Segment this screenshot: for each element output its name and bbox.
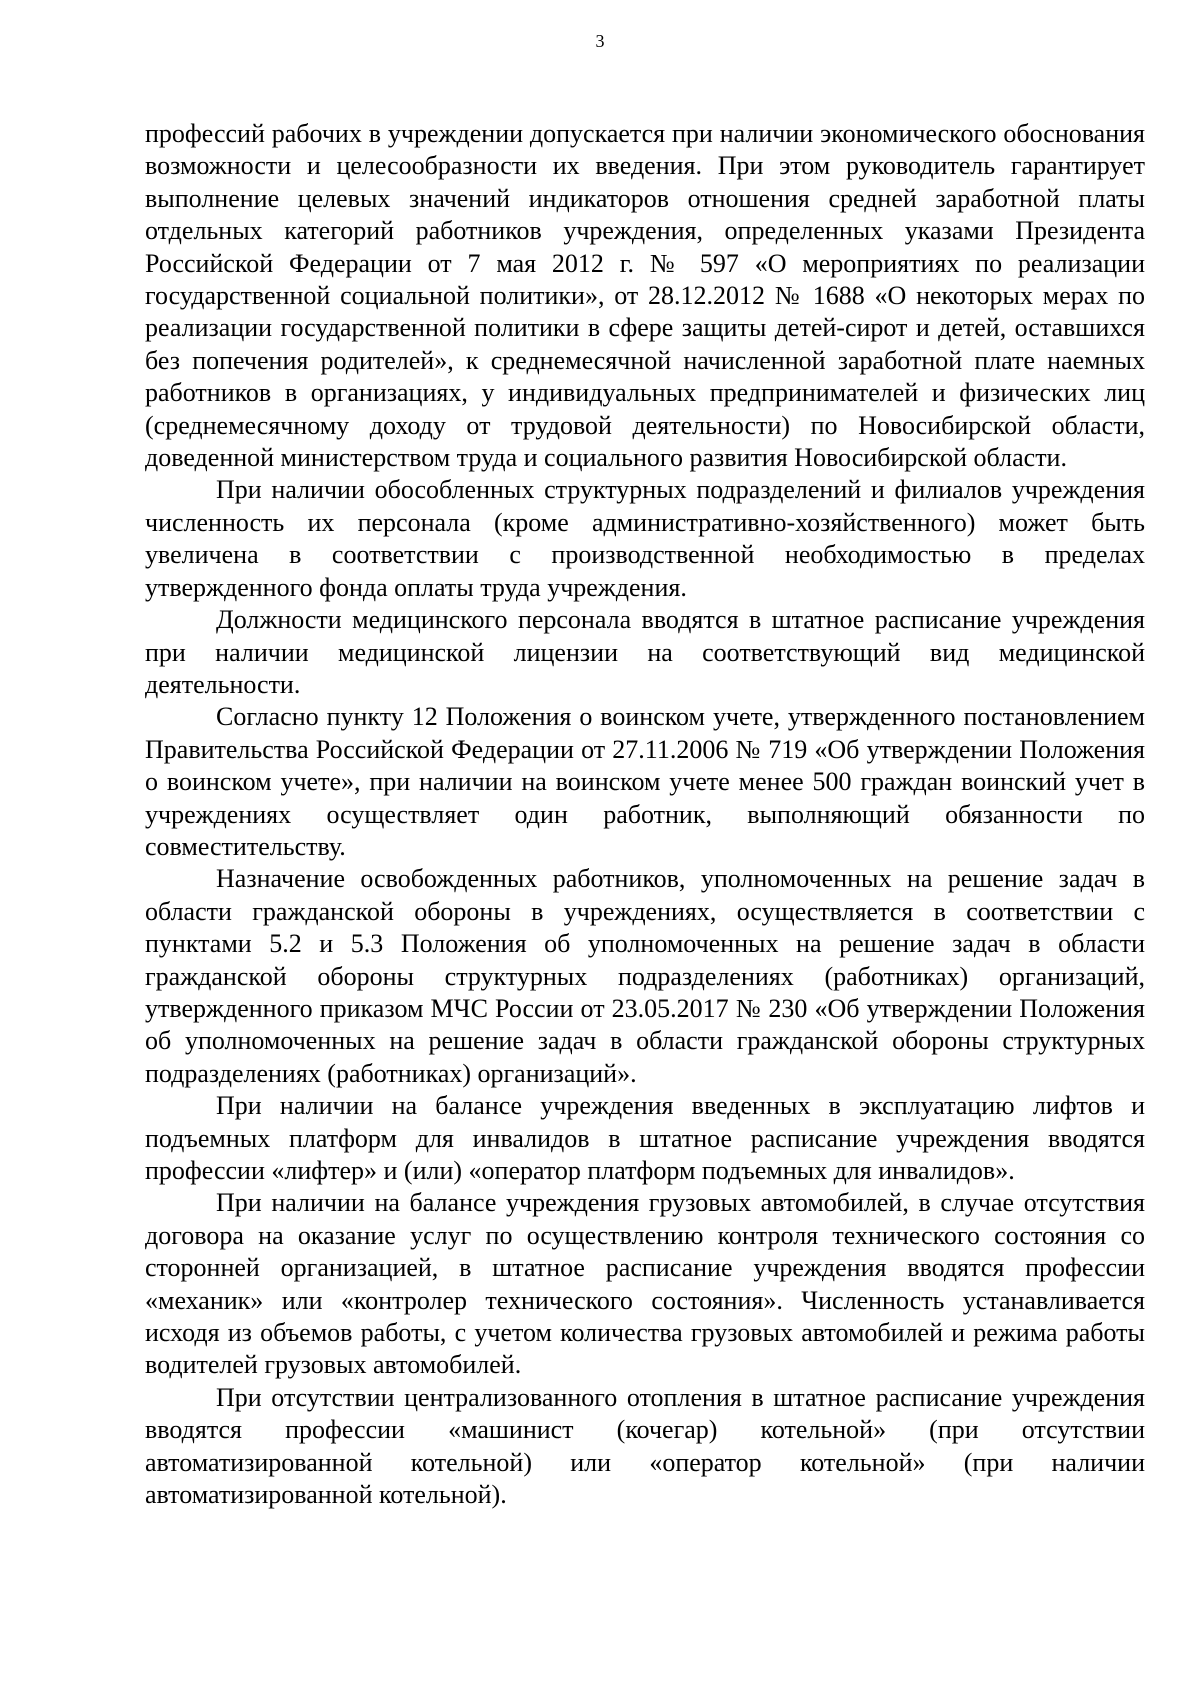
paragraph-trucks: При наличии на балансе учреждения грузовых автомобилей, в случае отсутствия договора на оказание услуг по осуществлению контроля технического состояния со сторонней организацией, в штатное расписание учреждения вводятся профессии «механик» или «контролер технического состояния». Численность устанавливается исходя из объемов работы, с учетом количества грузовых автомобилей и режима работы водителей грузовых автомобилей. bbox=[145, 1188, 1145, 1380]
paragraph-branches: При наличии обособленных структурных подразделений и филиалов учреждения численность их персонала (кроме административно-хозяйственного) может быть увеличена в соответствии с производственной необходимостью в пределах утвержденного фонда оплаты труда учреждения. bbox=[145, 475, 1145, 602]
paragraph-heating: При отсутствии централизованного отопления в штатное расписание учреждения вводятся профессии «машинист (кочегар) котельной» (при отсутствии автоматизированной котельной) или «оператор котельной» (при наличии автоматизированной котельной). bbox=[145, 1382, 1145, 1510]
paragraph-elevators: При наличии на балансе учреждения введенных в эксплуатацию лифтов и подъемных платформ для инвалидов в штатное расписание учреждения вводятся профессии «лифтер» и (или) «оператор платформ подъемных для инвалидов». bbox=[145, 1091, 1145, 1185]
paragraph-medical: Должности медицинского персонала вводятся в штатное расписание учреждения при наличии медицинской лицензии на соответствующий вид медицинской деятельности. bbox=[145, 605, 1145, 699]
paragraph-civil-defense: Назначение освобожденных работников, уполномоченных на решение задач в области гражданской обороны в учреждениях, осуществляется в соответствии с пунктами 5.2 и 5.3 Положения об уполномоченных на решение задач в области гражданской обороны структурных подразделениях (работниках) организаций, утвержденного приказом МЧС России от 23.05.2017 № 230 «Об утверждении Положения об уполномоченных на решение задач в области гражданской обороны структурных подразделениях (работниках) организаций». bbox=[145, 864, 1145, 1088]
paragraph-continuation: профессий рабочих в учреждении допускается при наличии экономического обоснования возможности и целесообразности их введения. При этом руководитель гарантирует выполнение целевых значений индикаторов отношения средней заработной платы отдельных категорий работников учреждения, определенных указами Президента Российской Федерации от 7 мая 2012 г. № 597 «О мероприятиях по реализации государственной социальной политики», от 28.12.2012 № 1688 «О некоторых мерах по реализации государственной политики в сфере защиты детей-сирот и детей, оставшихся без попечения родителей», к среднемесячной начисленной заработной плате наемных работников в организациях, у индивидуальных предпринимателей и физических лиц (среднемесячному доходу от трудовой деятельности) по Новосибирской области, доведенной министерством труда и социального развития Новосибирской области. bbox=[145, 119, 1145, 473]
document-body bbox=[145, 118, 1145, 1511]
paragraph-military-registration: Согласно пункту 12 Положения о воинском учете, утвержденного постановлением Правительства Российской Федерации от 27.11.2006 № 719 «Об утверждении Положения о воинском учете», при наличии на воинском учете менее 500 граждан воинский учет в учреждениях осуществляет один работник, выполняющий обязанности по совместительству. bbox=[145, 702, 1145, 861]
page-number: 3 bbox=[595, 31, 605, 51]
